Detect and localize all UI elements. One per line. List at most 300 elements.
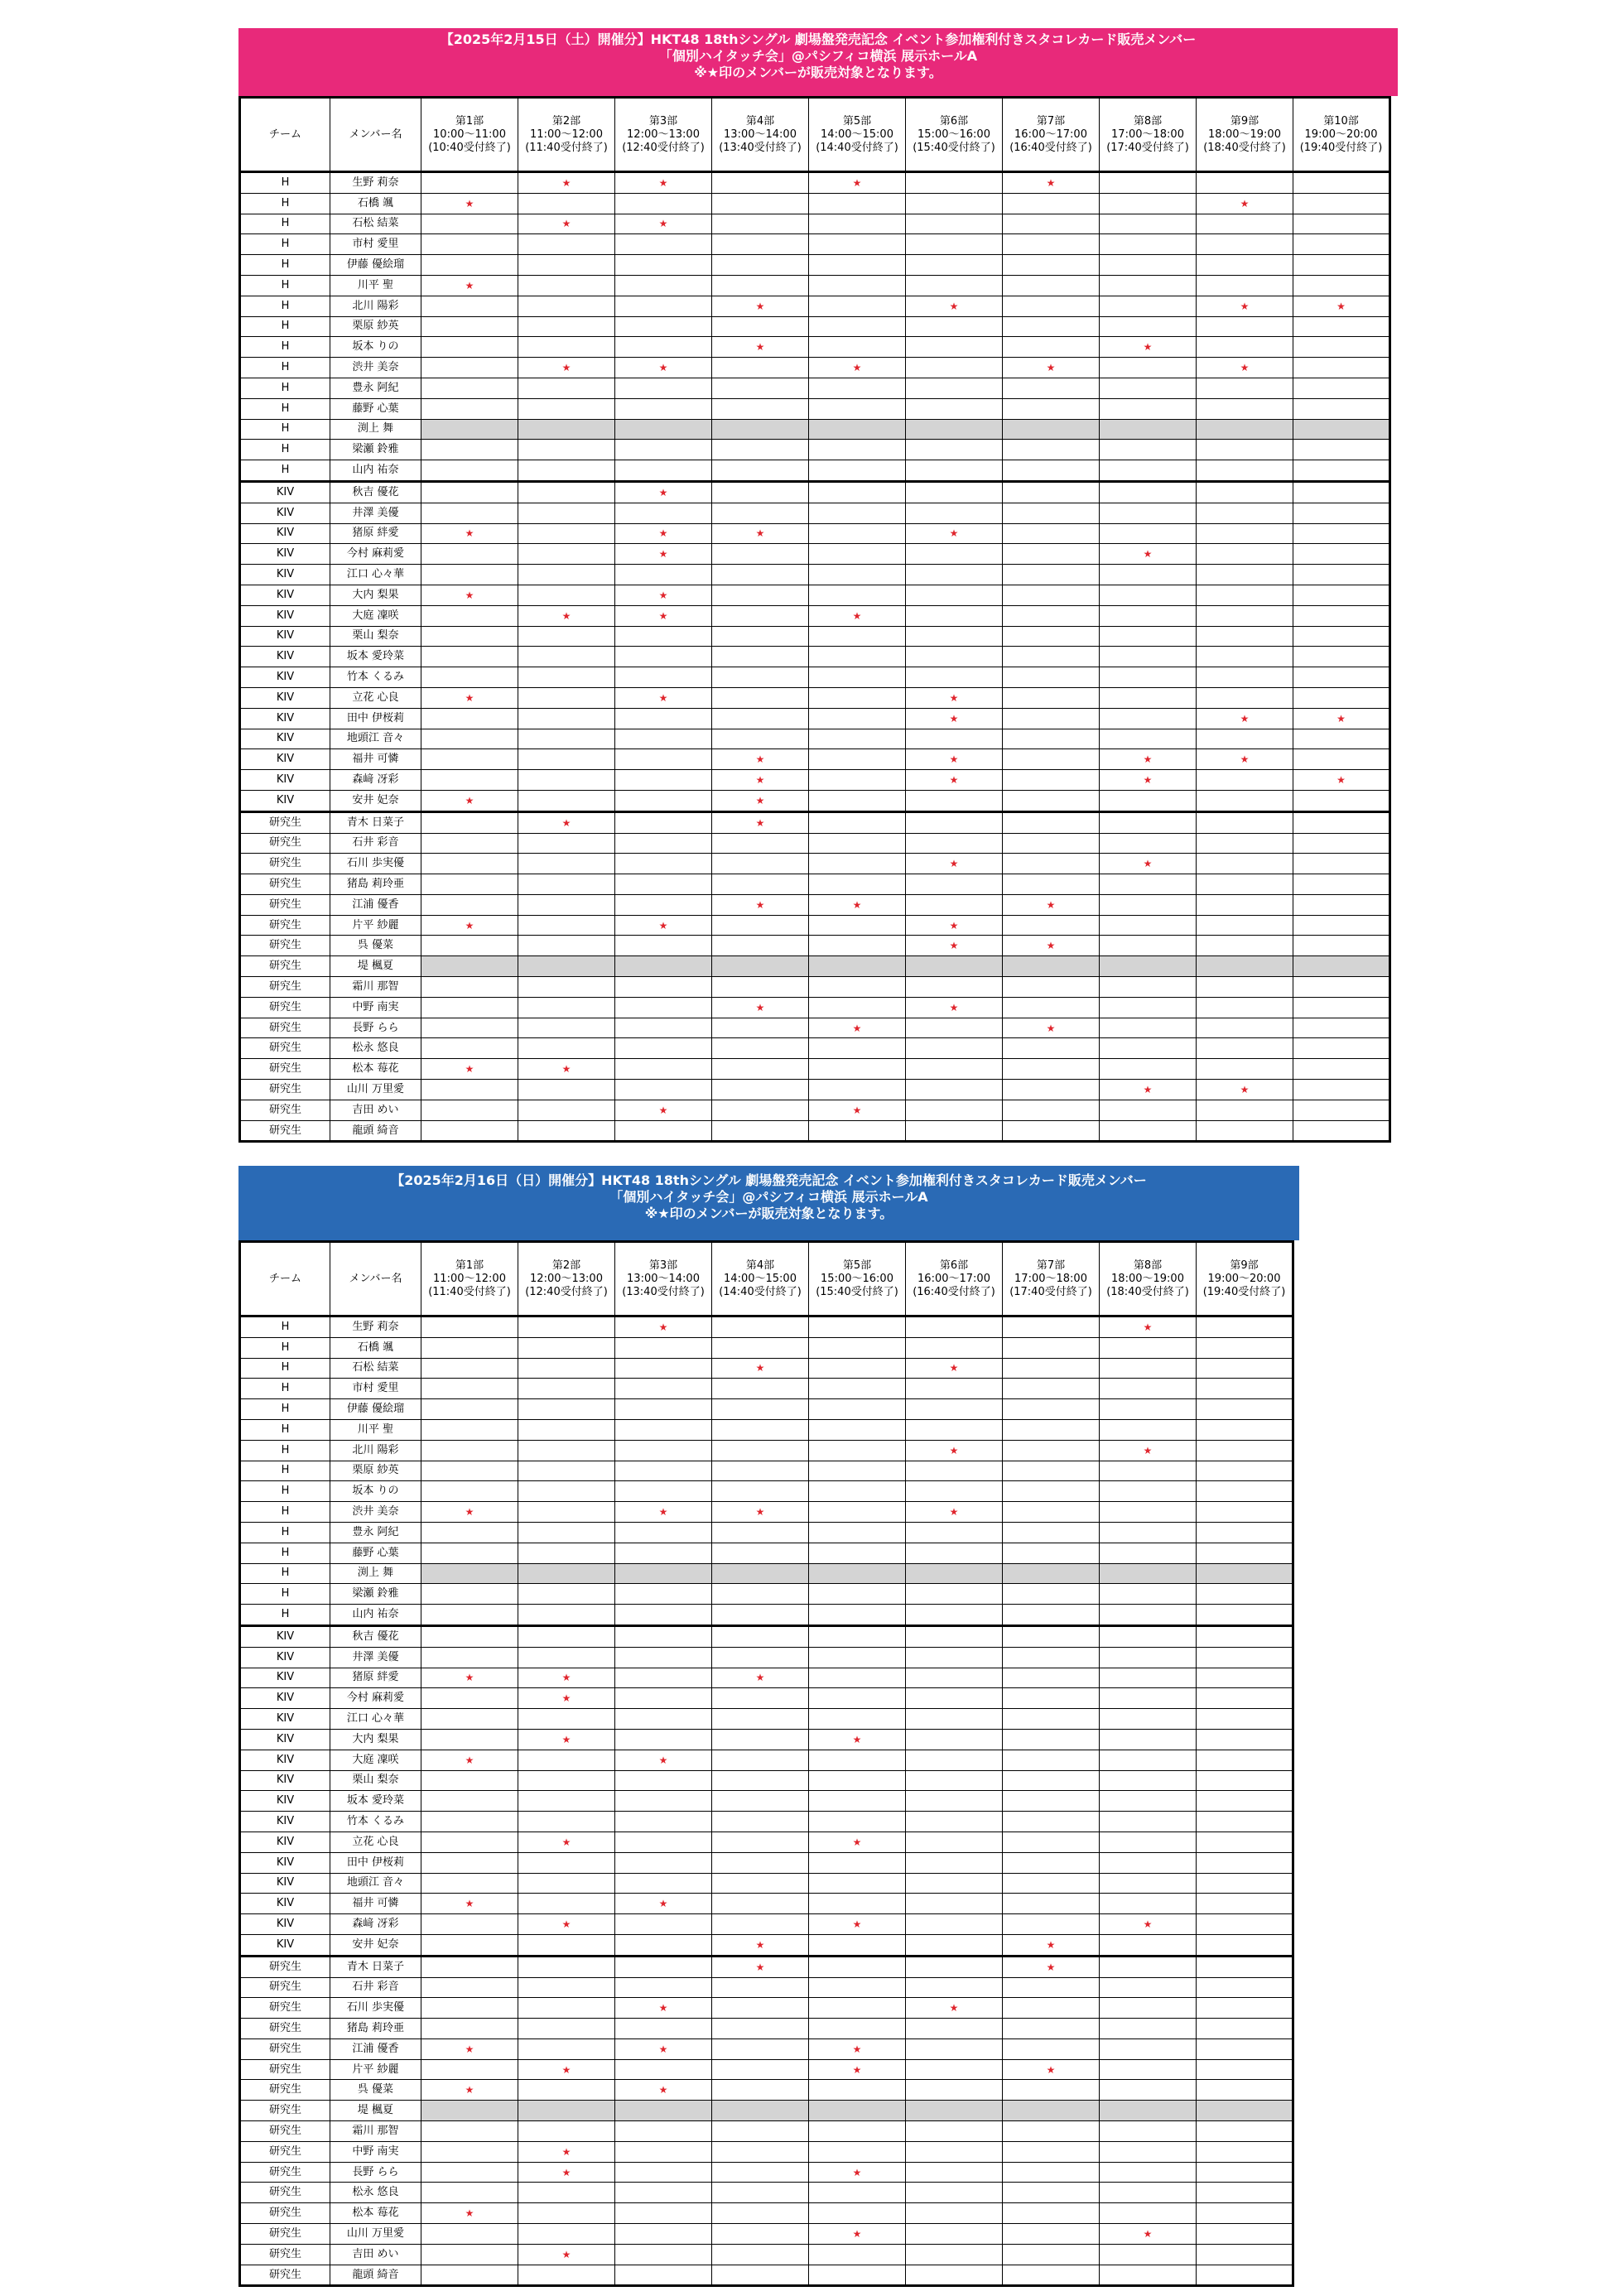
team-cell: H xyxy=(240,172,330,194)
slot-cell xyxy=(615,1584,712,1605)
slot-cell xyxy=(1003,770,1100,791)
slot-cell xyxy=(1100,275,1197,296)
slot-cell xyxy=(1197,1584,1293,1605)
slot-label: 第6部 xyxy=(939,1259,969,1272)
slot-cell xyxy=(518,398,615,419)
slot-cell xyxy=(906,2038,1003,2059)
star-mark: ★ xyxy=(1100,749,1197,770)
table-row xyxy=(240,1998,1293,2019)
member-name-cell: 堤 楓夏 xyxy=(330,956,421,977)
slot-cell xyxy=(1293,481,1390,503)
slot-header xyxy=(421,1242,518,1316)
slot-cell xyxy=(421,419,518,440)
member-name-cell: 江浦 優香 xyxy=(330,894,421,915)
slot-cell xyxy=(906,1770,1003,1791)
slot-cell xyxy=(1100,915,1197,936)
member-header: メンバー名 xyxy=(330,98,421,172)
star-mark: ★ xyxy=(615,1502,712,1523)
slot-cell xyxy=(421,1852,518,1873)
slot-cell xyxy=(712,1852,809,1873)
slot-cell xyxy=(421,2059,518,2080)
slot-cell xyxy=(1003,1750,1100,1770)
member-name-cell: 森﨑 冴彩 xyxy=(330,770,421,791)
member-name-cell: 石橋 颯 xyxy=(330,1337,421,1358)
slot-cell xyxy=(518,193,615,214)
slot-cell xyxy=(1197,544,1293,565)
slot-cell xyxy=(421,1399,518,1420)
slot-cell xyxy=(615,1709,712,1730)
slot-cell xyxy=(1100,1812,1197,1832)
slot-cell xyxy=(421,337,518,358)
slot-cell xyxy=(518,1605,615,1626)
member-name-cell: 伊藤 優絵瑠 xyxy=(330,1399,421,1420)
table-row xyxy=(240,1605,1293,1626)
slot-cell xyxy=(906,1956,1003,1977)
slot-cell xyxy=(712,2101,809,2121)
slot-cell xyxy=(906,729,1003,749)
slot-cell xyxy=(906,1729,1003,1750)
slot-cell xyxy=(518,1750,615,1770)
slot-cell xyxy=(518,1543,615,1563)
slot-cell xyxy=(1100,2080,1197,2101)
slot-cell xyxy=(906,378,1003,398)
member-name-cell: 長野 らら xyxy=(330,1018,421,1038)
member-name-cell: 青木 日菜子 xyxy=(330,1956,421,1977)
slot-cell xyxy=(1003,398,1100,419)
day1-title-line-3: ※★印のメンバーが販売対象となります。 xyxy=(694,65,942,80)
slot-cell xyxy=(712,214,809,234)
slot-cell xyxy=(615,1791,712,1812)
member-name-cell: 川平 聖 xyxy=(330,275,421,296)
slot-cell xyxy=(1197,1750,1293,1770)
slot-cell xyxy=(1003,1584,1100,1605)
star-mark: ★ xyxy=(518,1688,615,1709)
table-row xyxy=(240,605,1390,626)
member-name-cell: 竹本 くるみ xyxy=(330,1812,421,1832)
slot-cell xyxy=(1003,214,1100,234)
slot-cell xyxy=(1003,503,1100,523)
slot-cell xyxy=(1197,523,1293,544)
slot-cell xyxy=(809,770,906,791)
slot-cell xyxy=(906,1563,1003,1584)
team-cell: 研究生 xyxy=(240,1956,330,1977)
slot-cell xyxy=(809,460,906,482)
star-mark: ★ xyxy=(712,1956,809,1977)
slot-cell xyxy=(1100,234,1197,255)
slot-time: 11:00～12:00 xyxy=(530,128,603,141)
slot-cell xyxy=(809,1605,906,1626)
slot-cell xyxy=(518,1894,615,1914)
table-row xyxy=(240,2101,1293,2121)
table-row xyxy=(240,255,1390,276)
slot-cell xyxy=(421,1584,518,1605)
table-row xyxy=(240,544,1390,565)
slot-note: (17:40受付終了) xyxy=(1009,1285,1092,1298)
slot-cell xyxy=(421,1770,518,1791)
slot-cell xyxy=(1003,296,1100,316)
slot-label: 第5部 xyxy=(842,1259,872,1272)
slot-cell xyxy=(615,977,712,998)
member-name-cell: 生野 莉奈 xyxy=(330,172,421,194)
table-row xyxy=(240,1358,1293,1379)
slot-cell xyxy=(1100,1770,1197,1791)
slot-cell xyxy=(1197,915,1293,936)
slot-cell xyxy=(1003,523,1100,544)
slot-cell xyxy=(518,874,615,895)
team-cell: H xyxy=(240,255,330,276)
slot-cell xyxy=(1100,790,1197,811)
member-name-cell: 井澤 美優 xyxy=(330,503,421,523)
member-name-cell: 秋吉 優花 xyxy=(330,481,421,503)
slot-cell xyxy=(1293,337,1390,358)
slot-cell xyxy=(421,1120,518,1142)
slot-cell xyxy=(1293,1018,1390,1038)
member-name-cell: 渕上 舞 xyxy=(330,419,421,440)
slot-cell xyxy=(906,667,1003,688)
slot-cell xyxy=(1100,358,1197,378)
slot-cell xyxy=(421,296,518,316)
slot-cell xyxy=(615,770,712,791)
slot-cell xyxy=(809,2019,906,2039)
slot-cell xyxy=(421,1956,518,1977)
slot-cell xyxy=(518,626,615,647)
star-mark: ★ xyxy=(518,811,615,833)
slot-cell xyxy=(809,874,906,895)
slot-cell xyxy=(1293,1120,1390,1142)
slot-cell xyxy=(421,1832,518,1852)
slot-cell xyxy=(1100,419,1197,440)
slot-cell xyxy=(906,481,1003,503)
slot-cell xyxy=(518,1337,615,1358)
slot-cell xyxy=(1293,605,1390,626)
team-cell: 研究生 xyxy=(240,854,330,874)
slot-cell xyxy=(518,667,615,688)
slot-cell xyxy=(1100,1934,1197,1956)
slot-cell xyxy=(1197,1316,1293,1338)
slot-cell xyxy=(615,337,712,358)
table-row xyxy=(240,2203,1293,2224)
slot-cell xyxy=(1197,626,1293,647)
member-name-cell: 立花 心良 xyxy=(330,1832,421,1852)
member-name-cell: 地頭江 音々 xyxy=(330,1873,421,1894)
slot-cell xyxy=(712,172,809,194)
member-name-cell: 大内 梨果 xyxy=(330,1729,421,1750)
team-cell: H xyxy=(240,193,330,214)
day1-title-banner xyxy=(238,28,1398,96)
star-mark: ★ xyxy=(906,770,1003,791)
day1-title-line-2: 「個別ハイタッチ会」@パシフィコ横浜 展示ホールA xyxy=(658,48,978,64)
member-name-cell: 中野 南実 xyxy=(330,997,421,1018)
slot-cell xyxy=(518,503,615,523)
slot-cell xyxy=(809,316,906,337)
slot-cell xyxy=(712,1379,809,1399)
member-name-cell: 渕上 舞 xyxy=(330,1563,421,1584)
slot-header xyxy=(712,1242,809,1316)
star-mark: ★ xyxy=(809,2162,906,2183)
team-cell: KIV xyxy=(240,1812,330,1832)
table-row xyxy=(240,1791,1293,1812)
day2-title-line-2: 「個別ハイタッチ会」@パシフィコ横浜 展示ホールA xyxy=(609,1189,928,1205)
slot-cell xyxy=(809,1791,906,1812)
table-row xyxy=(240,1100,1390,1120)
team-header: チーム xyxy=(240,1242,330,1316)
team-cell: KIV xyxy=(240,790,330,811)
slot-cell xyxy=(1293,956,1390,977)
star-mark: ★ xyxy=(421,585,518,605)
slot-cell xyxy=(1293,460,1390,482)
slot-cell xyxy=(421,2183,518,2203)
slot-cell xyxy=(1197,956,1293,977)
slot-cell xyxy=(906,2141,1003,2162)
slot-cell xyxy=(518,647,615,667)
table-row xyxy=(240,193,1390,214)
slot-cell xyxy=(518,1563,615,1584)
slot-cell xyxy=(1100,874,1197,895)
slot-cell xyxy=(1003,1647,1100,1668)
slot-cell xyxy=(615,1625,712,1647)
slot-cell xyxy=(906,2019,1003,2039)
slot-cell xyxy=(906,605,1003,626)
slot-cell xyxy=(1003,234,1100,255)
slot-cell xyxy=(1293,214,1390,234)
slot-cell xyxy=(1100,378,1197,398)
slot-cell xyxy=(615,419,712,440)
slot-cell xyxy=(615,1379,712,1399)
table-row xyxy=(240,833,1390,854)
team-cell: 研究生 xyxy=(240,1038,330,1059)
slot-cell xyxy=(518,936,615,956)
slot-cell xyxy=(712,1337,809,1358)
slot-cell xyxy=(809,1419,906,1440)
slot-cell xyxy=(712,1120,809,1142)
slot-cell xyxy=(615,936,712,956)
slot-cell xyxy=(1003,481,1100,503)
slot-cell xyxy=(712,1791,809,1812)
slot-cell xyxy=(421,1461,518,1481)
slot-time: 17:00～18:00 xyxy=(1014,1272,1087,1285)
slot-cell xyxy=(421,1358,518,1379)
slot-cell xyxy=(615,1563,712,1584)
slot-cell xyxy=(615,2183,712,2203)
slot-cell xyxy=(809,193,906,214)
table-row xyxy=(240,874,1390,895)
slot-cell xyxy=(1100,1502,1197,1523)
member-name-cell: 龍頭 綺音 xyxy=(330,1120,421,1142)
slot-cell xyxy=(421,2101,518,2121)
slot-cell xyxy=(1100,2019,1197,2039)
member-name-cell: 長野 らら xyxy=(330,2162,421,2183)
slot-header xyxy=(712,98,809,172)
team-cell: 研究生 xyxy=(240,1998,330,2019)
slot-time: 12:00～13:00 xyxy=(530,1272,603,1285)
member-name-cell: 栗山 梨奈 xyxy=(330,626,421,647)
slot-header xyxy=(1100,1242,1197,1316)
slot-cell xyxy=(1003,1668,1100,1688)
team-cell: KIV xyxy=(240,503,330,523)
star-mark: ★ xyxy=(1003,1956,1100,1977)
team-cell: 研究生 xyxy=(240,2183,330,2203)
slot-cell xyxy=(1197,1563,1293,1584)
member-name-cell: 吉田 めい xyxy=(330,1100,421,1120)
slot-cell xyxy=(906,956,1003,977)
slot-cell xyxy=(1197,894,1293,915)
slot-cell xyxy=(1293,1080,1390,1100)
slot-cell xyxy=(906,1100,1003,1120)
slot-cell xyxy=(1197,2101,1293,2121)
slot-cell xyxy=(518,1399,615,1420)
table-row xyxy=(240,977,1390,998)
slot-cell xyxy=(1100,172,1197,194)
slot-cell xyxy=(421,708,518,729)
slot-cell xyxy=(1100,1399,1197,1420)
slot-cell xyxy=(615,1770,712,1791)
slot-cell xyxy=(1293,172,1390,194)
team-cell: 研究生 xyxy=(240,2244,330,2265)
slot-cell xyxy=(712,2019,809,2039)
slot-cell xyxy=(906,811,1003,833)
star-mark: ★ xyxy=(1293,296,1390,316)
slot-cell xyxy=(1100,2101,1197,2121)
slot-cell xyxy=(421,1977,518,1998)
member-name-cell: 坂本 りの xyxy=(330,1481,421,1502)
slot-cell xyxy=(809,2141,906,2162)
slot-cell xyxy=(1197,1934,1293,1956)
slot-cell xyxy=(1197,667,1293,688)
slot-cell xyxy=(712,2183,809,2203)
slot-cell xyxy=(712,1563,809,1584)
slot-cell xyxy=(1197,2265,1293,2286)
table-row xyxy=(240,811,1390,833)
slot-label: 第7部 xyxy=(1036,114,1066,128)
slot-header xyxy=(518,98,615,172)
slot-cell xyxy=(712,193,809,214)
member-name-cell: 森﨑 冴彩 xyxy=(330,1914,421,1935)
star-mark: ★ xyxy=(906,708,1003,729)
slot-cell xyxy=(615,854,712,874)
star-mark: ★ xyxy=(1003,2059,1100,2080)
slot-cell xyxy=(1293,193,1390,214)
member-name-cell: 吉田 めい xyxy=(330,2244,421,2265)
slot-cell xyxy=(906,2244,1003,2265)
slot-cell xyxy=(518,1625,615,1647)
slot-cell xyxy=(518,565,615,585)
slot-label: 第2部 xyxy=(551,1259,581,1272)
slot-cell xyxy=(906,1709,1003,1730)
member-name-cell: 北川 陽彩 xyxy=(330,1440,421,1461)
slot-note: (11:40受付終了) xyxy=(525,141,608,154)
slot-cell xyxy=(421,1729,518,1750)
star-mark: ★ xyxy=(421,1502,518,1523)
slot-cell xyxy=(421,1998,518,2019)
slot-cell xyxy=(1100,1605,1197,1626)
slot-cell xyxy=(809,2183,906,2203)
slot-cell xyxy=(518,316,615,337)
table-row xyxy=(240,997,1390,1018)
slot-cell xyxy=(906,2203,1003,2224)
member-name-cell: 江浦 優香 xyxy=(330,2038,421,2059)
slot-cell xyxy=(712,1419,809,1440)
slot-cell xyxy=(1197,2141,1293,2162)
slot-cell xyxy=(712,1316,809,1338)
slot-cell xyxy=(518,770,615,791)
slot-cell xyxy=(1003,1100,1100,1120)
slot-cell xyxy=(1293,874,1390,895)
star-mark: ★ xyxy=(1197,358,1293,378)
slot-cell xyxy=(1003,1729,1100,1750)
slot-cell xyxy=(1003,1120,1100,1142)
slot-cell xyxy=(1293,565,1390,585)
slot-cell xyxy=(1197,1120,1293,1142)
slot-cell xyxy=(421,565,518,585)
star-mark: ★ xyxy=(421,1750,518,1770)
team-cell: KIV xyxy=(240,1791,330,1812)
slot-cell xyxy=(1003,1316,1100,1338)
member-name-cell: 江口 心々華 xyxy=(330,565,421,585)
slot-cell xyxy=(615,1934,712,1956)
table-row xyxy=(240,647,1390,667)
table-row xyxy=(240,172,1390,194)
slot-cell xyxy=(906,358,1003,378)
slot-label: 第3部 xyxy=(648,114,678,128)
slot-header xyxy=(518,1242,615,1316)
day2-schedule-table xyxy=(238,1240,1294,2287)
slot-label: 第9部 xyxy=(1230,1259,1259,1272)
slot-cell xyxy=(421,1625,518,1647)
slot-cell xyxy=(615,1812,712,1832)
slot-cell xyxy=(518,956,615,977)
slot-cell xyxy=(1197,1440,1293,1461)
slot-label: 第8部 xyxy=(1133,1259,1163,1272)
team-cell: KIV xyxy=(240,729,330,749)
table-row xyxy=(240,1956,1293,1977)
slot-cell xyxy=(712,2038,809,2059)
slot-cell xyxy=(1100,626,1197,647)
table-row xyxy=(240,1812,1293,1832)
star-mark: ★ xyxy=(518,172,615,194)
table-row xyxy=(240,1852,1293,1873)
slot-note: (13:40受付終了) xyxy=(719,141,802,154)
slot-cell xyxy=(1293,936,1390,956)
slot-cell xyxy=(712,1832,809,1852)
slot-cell xyxy=(809,687,906,708)
slot-cell xyxy=(712,1977,809,1998)
star-mark: ★ xyxy=(1293,770,1390,791)
slot-header xyxy=(1003,1242,1100,1316)
slot-time: 19:00～20:00 xyxy=(1207,1272,1281,1285)
slot-time: 10:00～11:00 xyxy=(433,128,506,141)
team-cell: H xyxy=(240,1543,330,1563)
slot-cell xyxy=(712,1625,809,1647)
slot-cell xyxy=(1293,667,1390,688)
slot-cell xyxy=(518,1791,615,1812)
table-row xyxy=(240,2038,1293,2059)
slot-cell xyxy=(518,2265,615,2286)
table-row xyxy=(240,1522,1293,1543)
slot-cell xyxy=(518,1770,615,1791)
team-cell: KIV xyxy=(240,1934,330,1956)
slot-cell xyxy=(809,1584,906,1605)
slot-cell xyxy=(1197,605,1293,626)
star-mark: ★ xyxy=(518,2059,615,2080)
slot-cell xyxy=(615,1852,712,1873)
header-row xyxy=(240,1242,1293,1316)
star-mark: ★ xyxy=(1197,1080,1293,1100)
table-row xyxy=(240,1461,1293,1481)
slot-cell xyxy=(1100,1100,1197,1120)
slot-cell xyxy=(1293,316,1390,337)
slot-cell xyxy=(421,1563,518,1584)
team-cell: 研究生 xyxy=(240,977,330,998)
